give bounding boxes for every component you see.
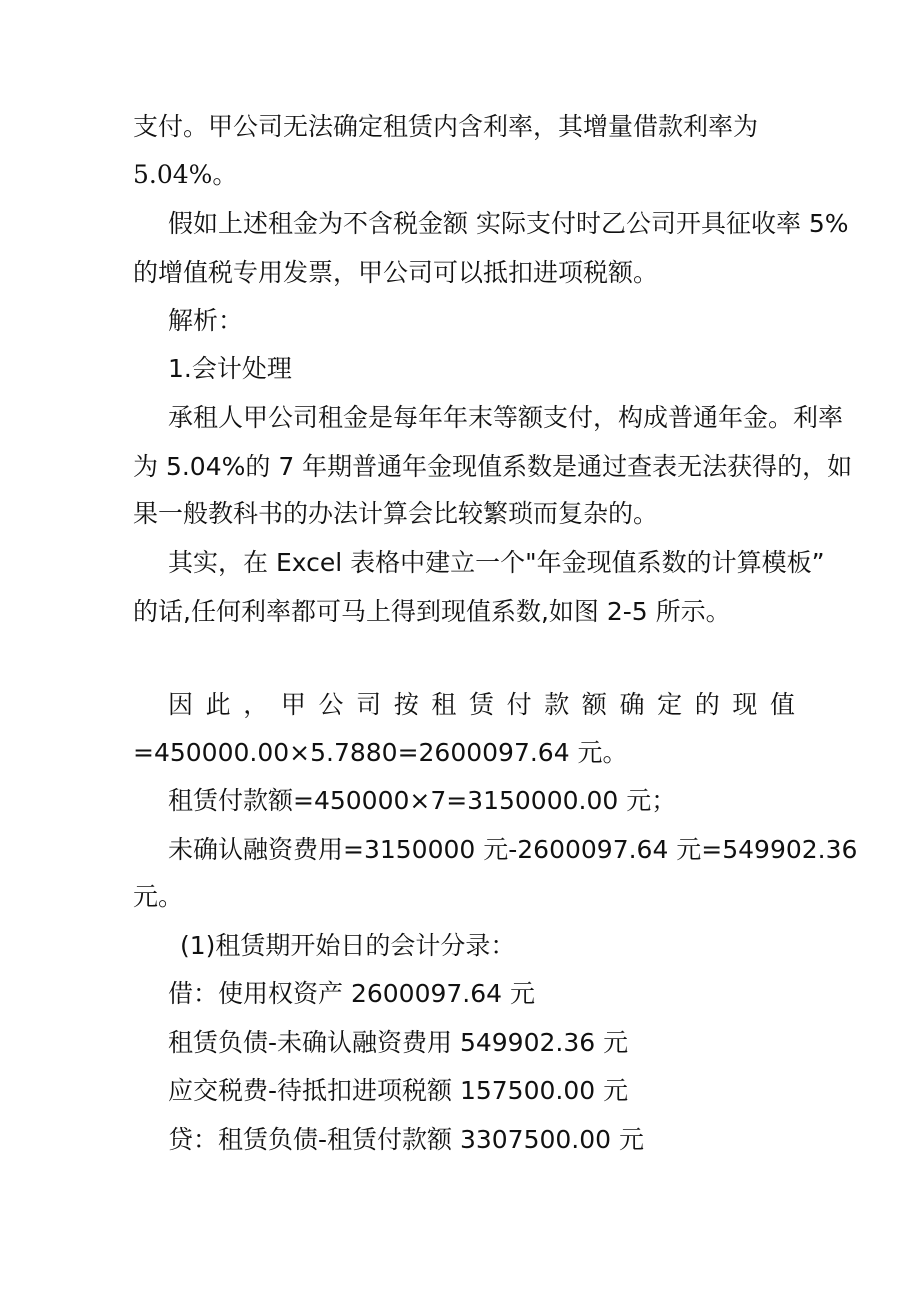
paragraph-line: 的增值税专用发票，甲公司可以抵扣进项税额。 — [133, 258, 659, 287]
journal-entry-line: 贷：租赁负债-租赁付款额 3307500.00 元 — [168, 1125, 645, 1154]
paragraph-line: 因此，甲公司按租赁付款额确定的现值 — [168, 690, 795, 719]
paragraph-line: 元。 — [133, 882, 184, 911]
journal-entry-line: 应交税费-待抵扣进项税额 157500.00 元 — [168, 1076, 629, 1105]
paragraph-line: 解析： — [168, 306, 244, 335]
paragraph-line: =450000.00×5.7880=2600097.64 元。 — [133, 738, 628, 767]
journal-entry-line: 借：使用权资产 2600097.64 元 — [168, 979, 535, 1008]
paragraph-line: 其实，在 Excel 表格中建立一个"年金现值系数的计算模板” — [168, 548, 825, 577]
paragraph-line: 的话,任何利率都可马上得到现值系数,如图 2-5 所示。 — [133, 597, 731, 626]
paragraph-line: (1)租赁期开始日的会计分录： — [180, 931, 516, 960]
paragraph-line: 租赁付款额=450000×7=3150000.00 元； — [168, 786, 677, 815]
paragraph-line: 未确认融资费用=3150000 元-2600097.64 元=549902.36 — [168, 835, 858, 864]
paragraph-line: 支付。甲公司无法确定租赁内含利率，其增量借款利率为 — [133, 112, 759, 141]
section-heading: 1.会计处理 — [168, 354, 292, 383]
paragraph-line: 5.04%。 — [133, 160, 238, 189]
paragraph-line: 果一般教科书的办法计算会比较繁琐而复杂的。 — [133, 499, 659, 528]
paragraph-line: 为 5.04%的 7 年期普通年金现值系数是通过查表无法获得的，如 — [133, 452, 853, 481]
journal-entry-line: 租赁负债-未确认融资费用 549902.36 元 — [168, 1028, 629, 1057]
paragraph-line: 假如上述租金为不含税金额 实际支付时乙公司开具征收率 5% — [168, 209, 849, 238]
paragraph-line: 承租人甲公司租金是每年年末等额支付，构成普通年金。利率 — [168, 403, 844, 432]
